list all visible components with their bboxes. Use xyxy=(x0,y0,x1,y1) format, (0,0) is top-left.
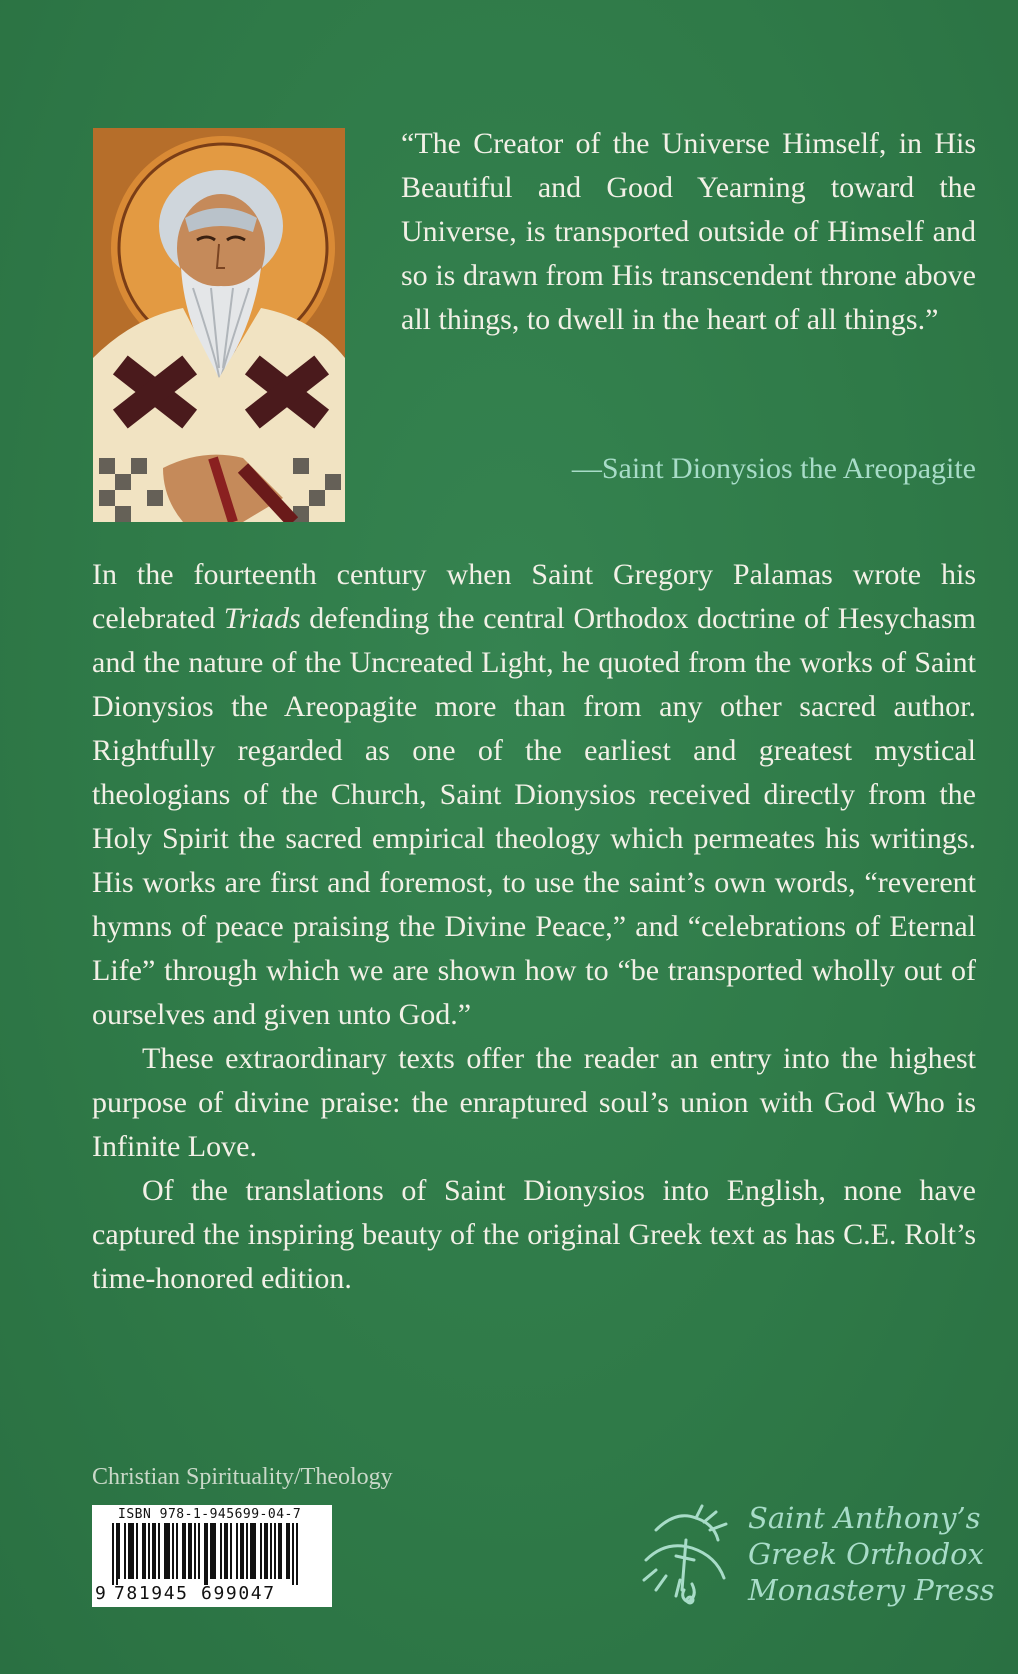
barcode-bar xyxy=(226,1523,228,1579)
description-paragraph-2: These extraordinary texts offer the reader an entry into the highest purpose of divine praise: the enraptured soul’s union with God Who is Infinite Love. xyxy=(92,1042,976,1163)
barcode-bar xyxy=(242,1523,244,1579)
barcode-bar xyxy=(118,1523,120,1579)
barcode-bar xyxy=(182,1523,184,1579)
publisher-name xyxy=(748,1500,995,1608)
barcode-bar xyxy=(252,1523,254,1579)
publisher-line-2: Greek Orthodox xyxy=(748,1537,984,1571)
quote-block xyxy=(401,122,976,342)
barcode-bar xyxy=(224,1523,226,1579)
isbn-barcode xyxy=(92,1505,332,1607)
barcode-bar xyxy=(188,1523,190,1579)
quote-text: “The Creator of the Universe Himself, in His Beautiful and Good Yearning toward the Universe, is transported outside of Himself and so is drawn from His transcendent throne above all things, to dwell in the heart of all things.” xyxy=(401,127,976,336)
barcode-bar xyxy=(274,1523,276,1579)
barcode-bar xyxy=(130,1523,132,1579)
barcode-bar xyxy=(286,1523,288,1579)
category-label: Christian Spirituality/Theology xyxy=(92,1464,393,1490)
description-paragraph-3: Of the translations of Saint Dionysios into English, none have captured the inspiring beauty of the original Greek text as has C.E. Rolt’s time-honored edition. xyxy=(92,1174,976,1295)
barcode-bar xyxy=(136,1523,138,1579)
barcode-bar xyxy=(168,1523,170,1579)
barcode-bar xyxy=(296,1523,298,1585)
barcode-bar xyxy=(270,1523,272,1579)
barcode-bar xyxy=(210,1523,212,1579)
barcode-bars xyxy=(92,1523,332,1585)
barcode-bar xyxy=(260,1523,262,1579)
barcode-bar xyxy=(220,1523,222,1579)
barcode-bar xyxy=(132,1523,134,1579)
barcode-bar xyxy=(198,1523,200,1579)
barcode-bar xyxy=(264,1523,266,1579)
barcode-bar xyxy=(176,1523,178,1579)
barcode-bar xyxy=(204,1523,206,1585)
barcode-bar xyxy=(278,1523,280,1579)
barcode-bar xyxy=(112,1523,114,1585)
barcode-bar xyxy=(184,1523,186,1579)
barcode-bar xyxy=(172,1523,174,1579)
barcode-bar xyxy=(236,1523,238,1579)
barcode-bar xyxy=(254,1523,256,1579)
barcode-bar xyxy=(158,1523,160,1579)
barcode-bar xyxy=(144,1523,146,1579)
barcode-bar xyxy=(164,1523,166,1579)
barcode-bar xyxy=(116,1523,118,1585)
quote-attribution: —Saint Dionysios the Areopagite xyxy=(571,452,976,485)
barcode-bar xyxy=(124,1523,126,1579)
publisher-line-1: Saint Anthony’s xyxy=(748,1501,981,1535)
barcode-bar xyxy=(292,1523,294,1585)
barcode-bar xyxy=(152,1523,154,1579)
description-paragraph-1: In the fourteenth century when Saint Gregory Palamas wrote his celebrated Triads defending the central Orthodox doctrine of Hesychasm and the nature of the Uncreated Light, he quoted from the works of Saint Dionysios the Areopagite more than from any other sacred author. Rightfully regarded as one of the earliest and greatest mystical theologians of the Church, Saint Dionysios received directly from the Holy Spirit the sacred empirical theology which permeates his writings. His works are first and foremost, to use the saint’s own words, “reverent hymns of peace praising the Divine Peace,” and “celebrations of Eternal Life” through which we are shown how to “be transported wholly out of ourselves and given unto God.” xyxy=(92,558,976,1031)
publisher-logo-icon xyxy=(636,1500,744,1608)
barcode-bar xyxy=(280,1523,282,1579)
book-title-triads: Triads xyxy=(223,602,301,635)
barcode-bar xyxy=(142,1523,144,1579)
barcode-bar xyxy=(166,1523,168,1579)
barcode-bar xyxy=(154,1523,156,1579)
book-description xyxy=(92,553,976,1301)
barcode-bar xyxy=(288,1523,290,1579)
barcode-bar xyxy=(214,1523,216,1579)
barcode-bar xyxy=(212,1523,214,1579)
barcode-digits: 781945 699047 xyxy=(114,1583,276,1604)
barcode-bar xyxy=(148,1523,150,1579)
barcode-bar xyxy=(206,1523,208,1585)
barcode-bar xyxy=(128,1523,130,1579)
isbn-label: ISBN 978-1-945699-04-7 xyxy=(118,1507,302,1522)
saint-icon-image xyxy=(93,128,345,522)
barcode-first-digit: 9 xyxy=(95,1583,106,1604)
barcode-bar xyxy=(266,1523,268,1579)
barcode-bar xyxy=(250,1523,252,1579)
barcode-bar xyxy=(230,1523,232,1579)
barcode-bar xyxy=(194,1523,196,1579)
barcode-bar xyxy=(190,1523,192,1579)
barcode-bar xyxy=(240,1523,242,1579)
publisher-line-3: Monastery Press xyxy=(748,1573,995,1607)
barcode-bar xyxy=(246,1523,248,1579)
